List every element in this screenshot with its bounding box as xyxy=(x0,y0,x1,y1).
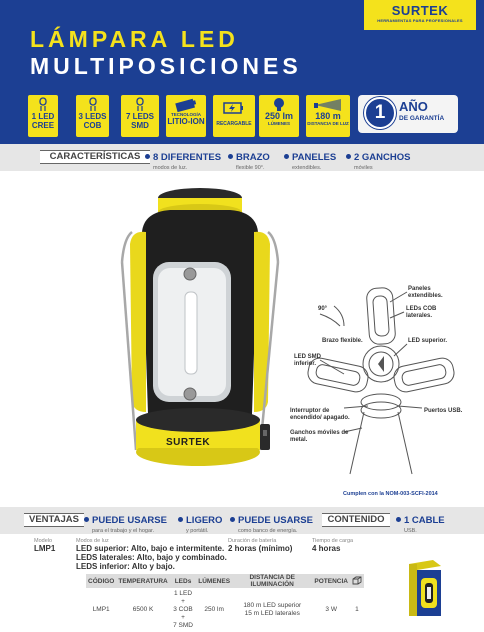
feature-line-1: TECNOLOGÍA xyxy=(171,112,201,117)
product-box-image xyxy=(405,558,443,618)
leds-line: 1 LED + xyxy=(173,590,193,605)
feature-badge-cob xyxy=(76,95,109,137)
warranty-line-1: AÑO xyxy=(399,99,428,114)
spec-label: Modos de luz xyxy=(76,538,109,544)
feature-badge-litio xyxy=(166,95,206,137)
caracteristica-sub: extendibles. xyxy=(292,165,322,171)
caracteristica-sub: móviles xyxy=(354,165,373,171)
spec-value: 4 horas xyxy=(312,544,341,553)
led-bulb-icon xyxy=(36,97,50,112)
recharge-battery-icon xyxy=(222,97,246,119)
title-line-1: LÁMPARA LED xyxy=(30,26,239,52)
ventaja-item xyxy=(178,510,222,534)
bullet-dot xyxy=(178,517,183,522)
leds-line: 7 SMD xyxy=(173,622,193,629)
spec-carga xyxy=(312,538,353,553)
caracteristica-title: 8 DIFERENTES xyxy=(153,152,222,163)
brand-name: SURTEK xyxy=(391,3,449,18)
feature-line-1: 250 lm xyxy=(264,111,294,121)
ventaja-item xyxy=(230,510,313,534)
ventajas-bar xyxy=(0,507,484,534)
warranty-number: 1 xyxy=(364,97,396,129)
product-box-illustration xyxy=(405,558,443,618)
feature-badge-smd xyxy=(121,95,159,137)
feature-badge-distancia xyxy=(306,95,350,137)
contenido-sub: USB. xyxy=(404,528,417,534)
diagram-label-led-superior: LED superior. xyxy=(408,338,448,344)
table-header: DISTANCIA DE ILUMINACIÓN xyxy=(232,574,312,588)
table-header: POTENCIA xyxy=(312,574,350,588)
contenido-label: CONTENIDO xyxy=(322,513,390,527)
led-bulb-icon xyxy=(133,97,147,112)
diagram-label-usb: Puertos USB. xyxy=(424,408,463,414)
ventaja-sub: como banco de energía. xyxy=(238,528,298,534)
feature-line-2: SMD xyxy=(131,121,149,130)
table-cell-leds xyxy=(170,588,197,632)
bullet-dot xyxy=(228,154,233,159)
feature-line-2: LITIO-ION xyxy=(167,117,205,126)
spec-label: Duración de batería xyxy=(228,538,277,544)
box-quantity-icon xyxy=(352,576,362,585)
leds-line: 3 COB + xyxy=(173,606,193,621)
feature-badge-cree xyxy=(28,95,58,137)
ventaja-sub: para el trabajo y el hogar. xyxy=(92,528,155,534)
feature-line-2: LÚMENES xyxy=(267,121,290,126)
feature-line-2: CREE xyxy=(31,121,55,130)
warranty-badge xyxy=(358,95,458,133)
spec-table xyxy=(86,574,364,632)
lamp-product-image xyxy=(110,182,290,482)
spec-modelo xyxy=(34,538,55,553)
diagram-label-paneles: Paneles extendibles. xyxy=(408,286,443,299)
exploded-diagram xyxy=(282,278,462,478)
spec-value: LEDS inferior: Alto y bajo. xyxy=(76,562,175,571)
distancia-line: 15 m LED laterales xyxy=(244,610,300,617)
caracteristicas-bar xyxy=(0,144,484,171)
feature-badge-recargable xyxy=(213,95,255,137)
ventaja-title: LIGERO xyxy=(186,515,223,526)
caracteristica-sub: modos de luz. xyxy=(153,165,188,171)
table-cell-codigo: LMP1 xyxy=(92,606,110,613)
spec-value: 2 horas (mínimo) xyxy=(228,544,293,553)
feature-line-1: 3 LEDS xyxy=(78,112,107,121)
feature-line-1: 1 LED xyxy=(31,112,55,121)
spec-value: LEDS laterales: Alto, bajo y combinado. xyxy=(76,553,227,562)
table-header-row xyxy=(86,574,364,588)
bullet-dot xyxy=(145,154,150,159)
caracteristica-title: BRAZO xyxy=(236,152,270,163)
feature-line-2: DISTANCIA DE LUZ xyxy=(307,121,349,126)
diagram-label-brazo: Brazo flexible. xyxy=(322,338,363,344)
table-header: LEDs xyxy=(170,574,197,588)
table-cell-temperatura: 6500 K xyxy=(132,606,154,613)
table-cell-cantidad: 1 xyxy=(355,606,359,613)
caracteristica-item xyxy=(228,147,270,171)
title-line-2: MULTIPOSICIONES xyxy=(30,53,302,79)
table-header: TEMPERATURA xyxy=(116,574,169,588)
bullet-dot xyxy=(284,154,289,159)
caracteristica-item xyxy=(346,147,410,171)
brand-tagline: HERRAMIENTAS PARA PROFESIONALES xyxy=(377,18,463,23)
led-bulb-icon xyxy=(86,97,100,112)
lamp-brand-logo: SURTEK xyxy=(166,437,211,448)
warranty-line-2: DE GARANTÍA xyxy=(399,115,445,122)
caracteristica-title: 2 GANCHOS xyxy=(354,152,411,163)
diagram-label-smd: LED SMD inferior. xyxy=(294,354,321,367)
spec-label: Modelo xyxy=(34,538,53,544)
distancia-line: 180 m LED superior xyxy=(243,602,302,609)
distance-icon xyxy=(313,97,343,112)
feature-line-1: RECARGABLE xyxy=(216,121,252,127)
spec-label: Tiempo de carga xyxy=(312,538,354,544)
table-cell-potencia: 3 W xyxy=(325,606,337,613)
ventaja-sub: y portátil. xyxy=(186,528,209,534)
ventaja-item xyxy=(84,510,167,534)
table-cell-distancia xyxy=(232,588,312,632)
table-header: LÚMENES xyxy=(196,574,232,588)
spec-value: LMP1 xyxy=(34,544,56,553)
bullet-dot xyxy=(84,517,89,522)
caracteristica-title: PANELES xyxy=(292,152,337,163)
caracteristica-sub: flexible 90°. xyxy=(236,165,265,171)
ventaja-title: PUEDE USARSE xyxy=(238,515,313,526)
feature-line-2: COB xyxy=(83,121,102,130)
ventajas-label: VENTAJAS xyxy=(24,513,84,527)
caracteristicas-label: CARACTERÍSTICAS xyxy=(40,150,150,164)
battery-icon xyxy=(174,97,198,112)
feature-badge-lumenes xyxy=(259,95,299,137)
diagram-label-ganchos: Ganchos móviles de metal. xyxy=(290,430,349,443)
diagram-label-cob: LEDs COB laterales. xyxy=(406,306,437,319)
contenido-item xyxy=(396,510,445,534)
contenido-title: 1 CABLE xyxy=(404,515,445,526)
diagram-label-interruptor: Interruptor de encendido/ apagado. xyxy=(290,408,350,421)
table-row xyxy=(86,588,364,632)
light-bulb-icon xyxy=(272,97,286,112)
caracteristica-item xyxy=(145,147,221,171)
caracteristica-item xyxy=(284,147,336,171)
spec-modos xyxy=(76,538,227,571)
header-banner xyxy=(0,0,484,144)
spec-value: LED superior: Alto, bajo e intermitente. xyxy=(76,544,225,553)
feature-line-1: 7 LEDS xyxy=(125,112,154,121)
spec-duracion xyxy=(228,538,292,553)
table-header: CÓDIGO xyxy=(86,574,116,588)
table-header-quantity xyxy=(350,574,364,588)
table-cell-lumenes: 250 lm xyxy=(204,606,224,613)
brand-logo xyxy=(364,0,476,30)
nom-compliance: Cumplen con la NOM-003-SCFI-2014 xyxy=(343,491,438,497)
bullet-dot xyxy=(230,517,235,522)
diagram-label-angle: 90° xyxy=(318,306,328,312)
ventaja-title: PUEDE USARSE xyxy=(92,515,167,526)
feature-line-1: 180 m xyxy=(315,111,341,121)
bullet-dot xyxy=(346,154,351,159)
bullet-dot xyxy=(396,517,401,522)
